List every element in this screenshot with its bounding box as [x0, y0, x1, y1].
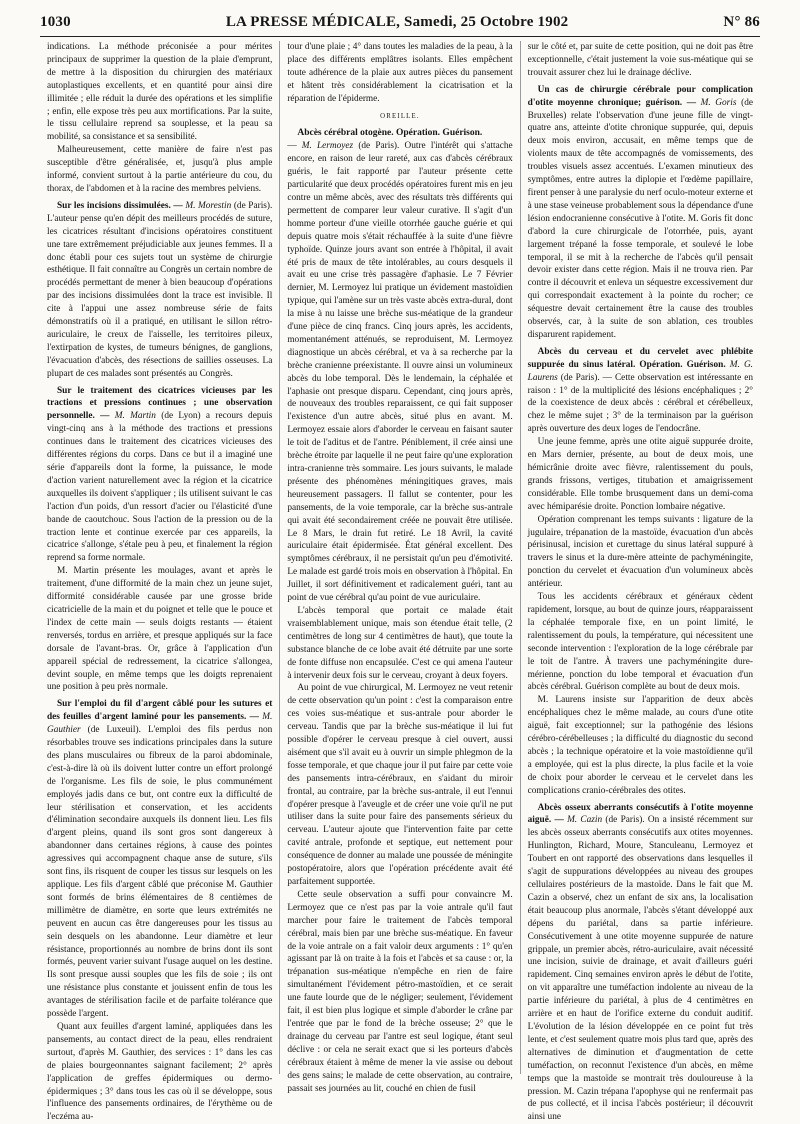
issue-number: N° 86	[723, 14, 760, 30]
article-heading: Sur le traitement des cicatrices vicieuses par les tractions et pressions continues ; une observation personnelle. —	[47, 385, 273, 422]
page-header	[40, 14, 760, 36]
article-author: M. Martin	[114, 411, 156, 422]
paragraph: Tous les accidents cérébraux et généraux cèdent rapidement, lorsque, au bout de quinze jours, réapparaissent la céphalée temporale fixe, en un point limité, le ralentissement du pouls, la température, qui nécessitent une seconde intervention : l'exploration de la loge cérébrale par le toit de l'antre. À travers une pachyméningite dure-mérienne, ponction du lobe temporal et évacuation d'un abcès cérébral. Guérison complète au bout de deux mois.	[527, 592, 753, 693]
dash: —	[287, 141, 302, 152]
article-author: M. Gauthier	[47, 712, 273, 736]
article-author: M. Cazin	[567, 815, 603, 826]
paragraph: Malheureusement, cette manière de faire n'est pas susceptible d'être généralisée, et, jusqu'à plus ample informé, convient surtout à la partie antérieure du cou, du thorax, de l'abdomen et à la racine des membres pelviens.	[47, 145, 273, 194]
paragraph: Quant aux feuilles d'argent laminé, appliquées dans les pansements, au contact direct de la peau, elles rendraient surtout, d'après M. Gauthier, des services : 1° dans les cas de plaies bourgeonnantes saignant facilement; 2° après l'application de greffes épidermiques ou dermo-épidermiques ; 3° dans tous les cas où il se développe, sous l'influence des pansements ordinaires, de l'érythème ou de l'eczéma au-	[47, 1021, 273, 1123]
publication-title: LA PRESSE MÉDICALE, Samedi, 25 Octobre 1902	[225, 14, 569, 30]
paragraph: Au point de vue chirurgical, M. Lermoyez ne veut retenir de cette observation qu'un point : c'est la comparaison entre ces voies sus-méatique et sus-antrale pour aborder le cerveau. Tandis que par la brèche sus-méatique il lui fut possible d'opérer le cerveau presque à ciel ouvert, aussi aisément que s'il avait eu à ouvrir un simple phlegmon de la fosse temporale, et que chaque jour il put faire par cette voie des pansements intra-cérébraux, en s'aidant du miroir frontal, au contraire, par la brèche sus-antrale, il eut l'ennui d'opérer presque à l'aveugle et de créer une voie qu'il ne put utiliser dans la suite pour faire des pansements sérieux du cerveau. L'auteur ajoute que l'intervention faite par cette cavité antrale, profonde et septique, eut nettement pour conséquence de donner au malade une poussée de méningite postopératoire, alors que l'opération précédente avait été parfaitement supportée.	[287, 683, 513, 887]
article-text: (de Paris). L'auteur pense qu'en dépit des meilleurs procédés de suture, les cicatrices résultant d'incisions opératoires constituent une tare extrêmement préjudiciable aux jeunes femmes. Il a donc établi pour ces sujets tout un système de chirurgie esthétique. Il fait connaître au Congrès un certain nombre de procédés permettant de mener à bien beaucoup d'opérations par des incisions dissimulées dont la trace est invisible. Il cite à l'appui une assez nombreuse série de faits démonstratifs où il a pratiqué, en utilisant le sillon rétro-auriculaire, le creux de l'aisselle, les territoires pileux, l'extirpation de kystes, de tumeurs bénignes, de ganglions, l'évacuation d'abcès, des résections de saillies osseuses. La plupart de ces malades sont présentés au Congrès.	[47, 200, 273, 379]
article-author: M. Morestin	[185, 200, 232, 211]
article-chirurgie-cerebrale	[528, 84, 753, 342]
column-2	[279, 41, 519, 1094]
paragraph: M. Laurens insiste sur l'apparition de deux abcès encéphaliques chez le même malade, au cours d'une otite aiguë, fait exceptionnel; sur la pathogénie des lésions cérébro-cérébelleuses ; la difficulté du diagnostic du second abcès ; la technique opératoire et la voie mastoïdienne qu'il a employée, qui est la plus directe, la plus facile et la voie de choix pour aborder le cerveau et le cervelet dans les complications cranio-cérébrales des otites.	[527, 695, 753, 796]
paragraph: Une jeune femme, après une otite aiguë suppurée droite, en Mars dernier, présente, au bout de deux mois, une hémicrânie droite avec fièvre, ralentissement du pouls, grands frissons, vertiges, titubation et amaigrissement considérable. Elle tombe brusquement dans un demi-coma avec hémiparésie droite. Ponction lombaire négative.	[527, 437, 753, 512]
paragraph: indications. La méthode préconisée a pour mérites principaux de supprimer la question de la plaie d'emprunt, de mettre à la disposition du chirurgien des matériaux autoplastiques excellents, et en quantité pour ainsi dire illimitée ; elle réduit la durée des opérations et les simplifie ; enfin, elle expose très peu aux mortifications. Par la suite, le tissu cellulaire reprend sa souplesse, et la peau sa mobilité, sa consistance et sa sensibilité.	[47, 42, 273, 143]
article-heading: Abcès osseux aberrants consécutifs à l'otite moyenne aiguë. —	[527, 802, 753, 826]
article-text: (de Luxeuil). L'emploi des fils perdus non résorbables trouve ses indications principales dans la suture des plans musculaires ou fibreux de la paroi abdominale, c'est-à-dire là où ils doivent lutter contre un effort prolongé de l'organisme. Les fils de soie, le plus communément employés jadis dans ce but, ont contre eux la difficulté de leur stérilisation et conservation, et les accidents d'élimination secondaire auxquels ils donnent lieu. Les fils d'argent pleins, quand ils sont gros sont dangereux à abandonner dans certaines régions, à cause des pointes agressives qui accompagnent chaque anse de suture, s'ils sont fins, ils risquent de couper les tissus sur lesquels on les applique. Les fils d'argent câblé que préconise M. Gauthier sont formés de brins élémentaires de 8 centièmes de millimètre de diamètre, en sorte que leurs extrémités ne peuvent en aucun cas être dangereuses pour les tissus au sein desquels on les abandonne. Leur diamètre et leur résistance, proportionnés au nombre de brins dont ils sont formés, peuvent varier suivant l'usage auquel on les destine. Ils sont presque aussi souples que les fils de soie ; ils ont une résistance plus constante et jouissent enfin de tous les avantages de stérilisation facile et de parfaite tolérance que possède l'argent.	[47, 725, 273, 1020]
paragraph: Opération comprenant les temps suivants : ligature de la jugulaire, trépanation de la mastoïde, évacuation d'un abcès périsinusal, incision et curettage du sinus latéral suppuré à travers le sinus et la dure-mère atteinte de pachyméningite, ponction du cervelet et évacuation d'un volumineux abcès antérieur.	[527, 514, 753, 590]
section-label: OREILLE.	[380, 112, 420, 120]
paragraph: Cette seule observation a suffi pour convaincre M. Lermoyez que ce n'est pas par la voie antrale qu'il faut marcher pour faire le traitement de l'abcès temporal cérébral, mais bien par une brèche sus-méatique. En faveur de la voie antrale on a fait valoir deux arguments : 1° qu'en agissant par là on traite à la fois et l'abcès et sa cause : or, la trépanation sus-méatique n'empêche en rien de faire simultanément l'évidement pétro-mastoïdien, et ce serait une faute lourde que de le négliger; seulement, l'évidement fait, il est bien plus logique et simple d'aborder le crâne par l'entrée que par le fond de la brèche osseuse; 2° que le drainage du cerveau par l'antre est seul logique, étant seul déclive : or cela ne serait exact que si les porteurs d'abcès cérébraux étaient à même de mener la vie assise ou debout des gens sains; le malade de cette observation, au contraire, passait ses journées au lit, couché en chien de fusil	[287, 889, 513, 1094]
paragraph: tour d'une plaie ; 4° dans toutes les maladies de la peau, à la place des différents emplâtres isolants. Elles empêchent toute adhérence de la plaie aux autres pièces du pansement et hâtent très considérablement la cicatrisation et la réparation de l'épiderme.	[287, 42, 513, 104]
paragraph: sur le côté et, par suite de cette position, qui ne doit pas être exceptionnelle, c'était justement la voie sus-méatique qui se trouvait assurer chez lui le drainage déclive.	[527, 42, 753, 78]
article-cicatrices	[47, 385, 272, 566]
article-author: M. Lermoyez	[301, 141, 354, 152]
article-fil-argent	[47, 698, 272, 1021]
article-author: M. G. Laurens	[527, 359, 753, 383]
header-rule	[40, 36, 760, 37]
article-heading: Abcès du cerveau et du cervelet avec phlébite suppurée du sinus latéral. Opération. Guérison.	[527, 346, 753, 370]
article-text: (de Bruxelles) relate l'observation d'une jeune fille de vingt-quatre ans, atteinte d'otite chronique suppurée, qui, depuis deux mois environ, accusait, en même temps que de violents maux de tête accompagnés de vomissements, des troubles visuels assez accentués. L'examen minutieux des symptômes, entre autres la diplopie et l'œdème papillaire, firent penser à une paralysie du nerf oculo-moteur externe et à une stase veineuse probablement sous la dépendance d'une lésion endocranienne consécutive à l'otite. M. Goris fit donc d'abord la cure chirurgicale de l'otorrhée, puis, ayant largement trépané la fosse temporale, et soulevé le lobe temporal, il se mit à la recherche de l'abcès qu'il pensait devoir exister dans cette région. Mais il ne trouva rien. Par contre il découvrit et enleva un séquestre excessivement dur qui correspondait exactement à la pointe du rocher; ce séquestre devait certainement être la cause des troubles observés, car, à la suite de son ablation, ces troubles disparurent rapidement.	[527, 97, 753, 340]
article-heading: Sur les incisions dissimulées. —	[57, 200, 183, 211]
article-text: (de Lyon) a recours depuis vingt-cinq ans à la méthode des tractions et pressions continues dans le traitement des cicatrices vicieuses des différentes régions du corps. Dans ce but il a imaginé une série d'appareils dont la forme, la puissance, le mode d'action varient naturellement avec la région et la cicatrice auxquelles ils doivent s'appliquer ; ils utilisent suivant le cas l'action d'un poids, d'un ressort d'acier ou l'élasticité d'une bande de caoutchouc. Sous l'action de la pression ou de la traction lente et continue exercée par ces appareils, la cicatrice s'allonge, s'étale peu à peu, et finalement la région reprend sa forme normale.	[47, 411, 273, 564]
page-number: 1030	[40, 14, 71, 30]
paragraph: L'abcès temporal que portait ce malade était vraisemblablement unique, mais son étendue était telle, (2 centimètres de long sur 4 centimètres de haut), que toute la substance blanche de ce lobe avait été détruite par une sorte de fonte diffuse non encapsulée. C'est ce qui amena l'auteur à intervenir deux fois sur le cerveau, croyant à deux foyers.	[287, 605, 513, 681]
article-heading: Abcès cérébral otogène. Opération. Guérison.	[297, 128, 483, 139]
article-incisions	[47, 200, 272, 381]
article-text: (de Paris). Outre l'intérêt qui s'attache encore, en raison de leur rareté, aux cas d'abcès cérébraux guéris, le fait rapporté par l'auteur présente cette particularité que deux procédés opératoires furent mis en jeu contre un même abcès, avec des résultats très différents qui permettent de comparer leur valeur curative. Il s'agit d'un homme porteur d'une vieille otorrhée gauche guérie et qui depuis quatre mois s'était réchauffée à la suite d'une fièvre typhoïde. Quinze jours avant son entrée à l'hôpital, il avait été pris de maux de tête intolérables, au cours desquels il avait eu une crise très passagère d'aphasie. Le 7 Février dernier, M. Lermoyez lui pratique un évidement mastoïdien typique, qui l'amène sur un très vaste abcès extra-dural, dont la mise à nu laisse une brèche sus-méatique de la grandeur d'une pièce de cinq francs. Cinq jours après, les accidents, momentanément atténués, se reproduisent, M. Lermoyez diagnostique un abcès cérébral, et va à sa recherche par la brèche cranienne préexistante. Il ouvre ainsi un volumineux abcès du lobe temporal. Dès le lendemain, la céphalée et l'aphasie ont presque disparu. Cependant, cinq jours après, de nouveaux des troubles reparaissent, ce qui fait supposer l'existence d'un autre abcès, situé plus en avant. M. Lermoyez essaie alors d'aborder le cerveau en faisant sauter le toit de l'aditus et de l'antre. Péniblement, il crée ainsi une brèche étroite par laquelle il ne peut faire qu'une exploration intra-cranienne très sommaire. Les jours suivants, le malade présente des phénomènes méningitiques graves, mais heureusement passagers. Il fallut se contenter, pour les pansements, de la voie temporale, car la brèche sus-antrale qui avait été secondairement créée ne pouvait être utilisée. Le 8 Mars, le drain fut retiré. Le 18 Avril, la cavité auriculaire était épidermisée. État général excellent. Des symptômes cérébraux, il ne persistait qu'un peu d'émotivité. Le malade est gardé trois mois en observation à l'hôpital. En Juillet, il sort définitivement et radicalement guéri, tant au point de vue cérébral qu'au point de vue auriculaire.	[287, 141, 513, 604]
article-text: (de Paris). On a insisté récemment sur les abcès osseux aberrants consécutifs aux otites moyennes. Hunlington, Richard, Moure, Stanculeanu, Lermoyez et Toubert en ont rapporté des observations dans lesquelles il s'agit de suppurations développées au niveau des groupes cellulaires postérieurs de la mastoïde. Dans le fait que M. Cazin a observé, chez un enfant de six ans, la localisation était beaucoup plus anormale, l'abcès s'étant développé aux dépens du pariétal, dans sa partie inférieure. Consécutivement à une otite moyenne suppurée de nature grippale, un premier abcès, rétro-auriculaire, avait nécessité une incision, suivie de drainage, et avait d'ailleurs guéri rapidement. Cinq semaines environ après le début de l'otite, on vit apparaître une tuméfaction indolente au niveau de la partie inférieure du pariétal, à plus de 4 centimètres en arrière et en haut de l'orifice externe du conduit auditif. L'évolution de la lésion développée en ce point fut très lente, et c'est seulement quatre mois plus tard que, après des alternatives de diminution et d'augmentation de cette tuméfaction, on reconnut l'existence d'un abcès, en même temps que la mastoïde se montrait très douloureuse à la pression. M. Cazin trépana l'apophyse qui ne renfermait pas de pus collecté, et il incisa l'abcès postérieur; il découvrit ainsi une	[527, 815, 754, 1123]
paragraph: M. Martin présente les moulages, avant et après le traitement, d'une difformité de la main chez un jeune sujet, difformité considérable causée par une grosse bride cicatricielle de la main et du poignet et telle que le pouce et l'index de cette main — seuls doigts restants — étaient renversés, tordus en arrière, et presque appliqués sur la face dorsale de l'avant-bras. Or, grâce à l'application d'un appareil spécial de redressement, la cicatrice s'allongea, devint souple, en même temps que les doigts reprenaient une position à peu près normale.	[47, 566, 273, 693]
article-heading: Sur l'emploi du fil d'argent câblé pour les sutures et des feuilles d'argent laminé pour les pansements. —	[47, 699, 273, 723]
article-author: M. Goris	[700, 97, 737, 108]
article-abces-cerveau-cervelet	[528, 346, 753, 436]
article-heading: Un cas de chirurgie cérébrale pour complication d'otite moyenne chronique; guérison. —	[527, 84, 753, 108]
article-abces-osseux	[528, 802, 753, 1124]
column-1	[40, 41, 279, 1123]
article-text: (de Paris). — Cette observation est intéressante en raison : 1° de la multiplicité des lésions encéphaliques ; 2° de la coexistence de deux abcès : cérébral et cérébelleux, chez le même sujet ; 3° de la terminaison par la guérison après ouverture des deux loges de l'endocrâne.	[527, 372, 753, 435]
article-abces-otogene	[287, 140, 512, 605]
column-3	[520, 41, 760, 1123]
columns	[40, 41, 760, 1123]
